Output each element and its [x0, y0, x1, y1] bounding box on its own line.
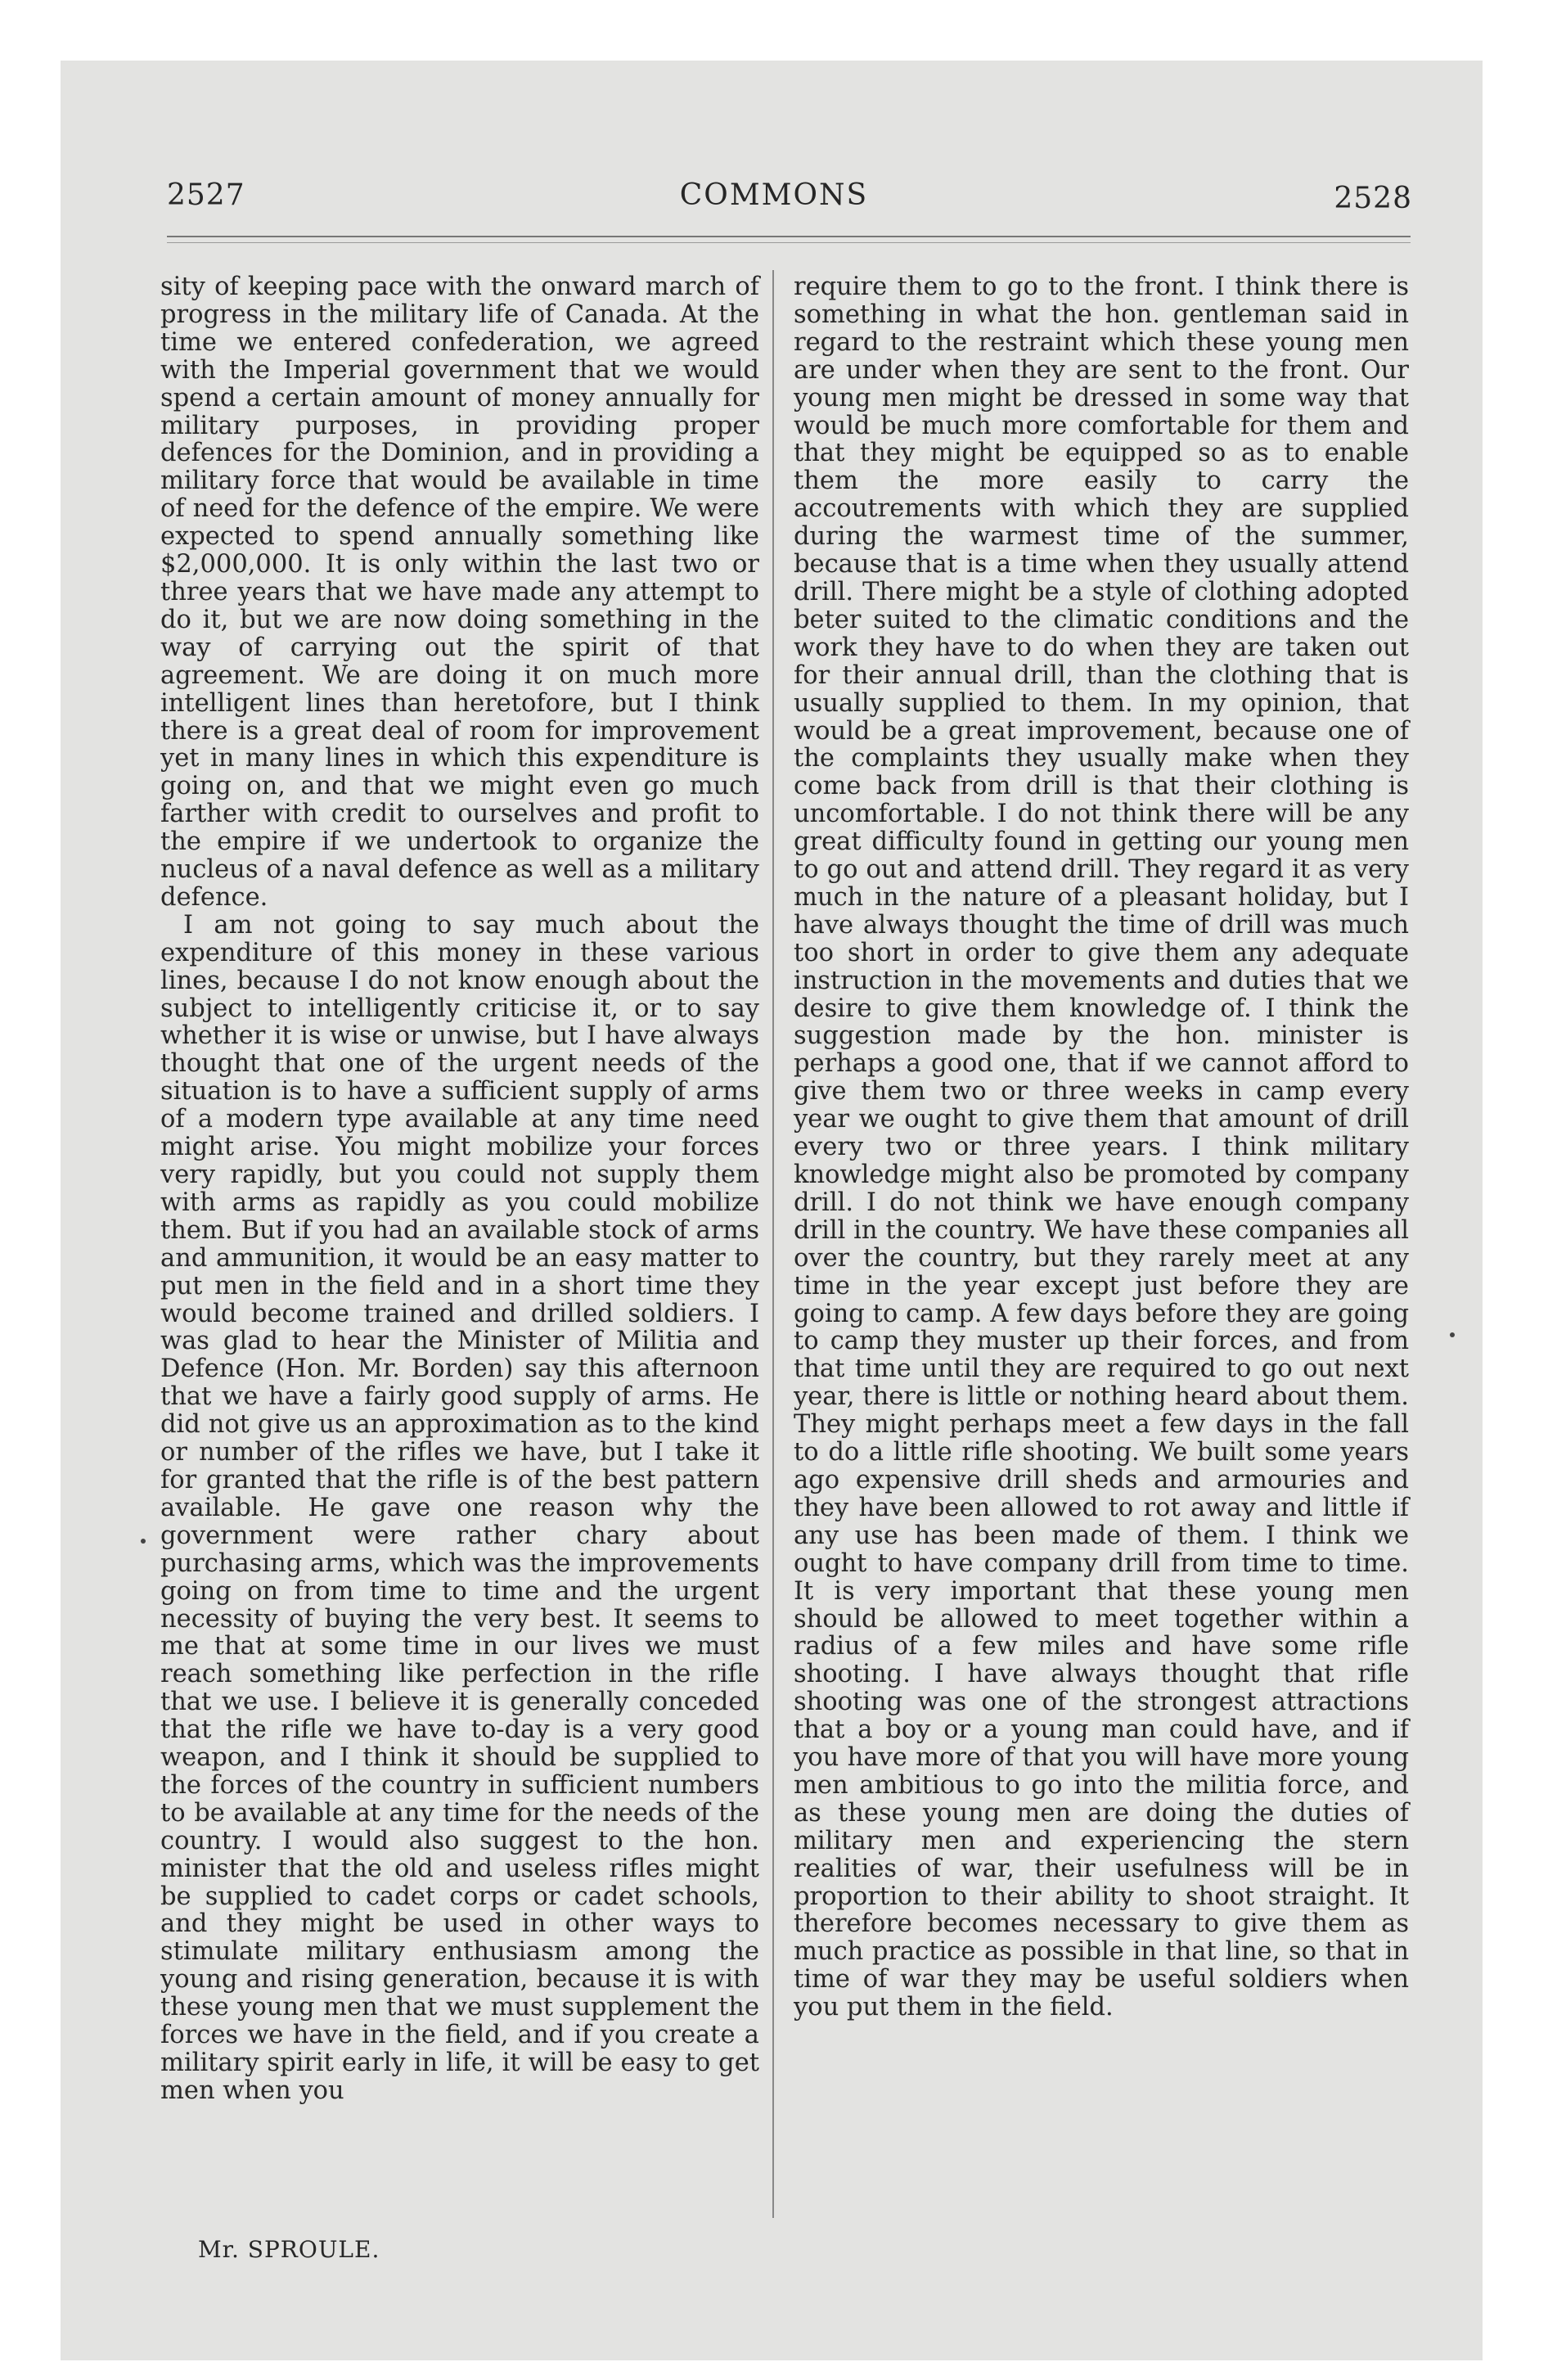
scan-speck	[141, 1539, 146, 1544]
speaker-name: Mr. SPROULE.	[198, 2236, 380, 2263]
left-page-number: 2527	[167, 178, 245, 212]
left-paragraph-2: I am not going to say much about the expenditure of this money in these various lines, because I do not know enough about the subject to intelligently criticise it, or to say whether it is wise or unwise, but I have always thought that one of the urgent needs of the situation is to have a sufficient supply of arms of a modern type available at any time need might arise. You might mobilize your forces very rapidly, but you could not supply them with arms as rapidly as you could mobilize them. But if you had an available stock of arms and ammunition, it would be an easy matter to put men in the field and in a short time they would become trained and drilled soldiers. I was glad to hear the Minister of Militia and Defence (Hon. Mr. Borden) say this afternoon that we have a fairly good supply of arms. He did not give us an approximation as to the kind or number of the rifles we have, but I take it for granted that the rifle is of the best pattern available. He gave one reason why the government were rather chary about purchasing arms, which was the improvements going on from time to time and the urgent necessity of buying the very best. It seems to me that at some time in our lives we must reach something like perfection in the rifle that we use. I believe it is generally conceded that the rifle we have to-day is a very good weapon, and I think it should be supplied to the forces of the country in sufficient numbers to be available at any time for the needs of the country. I would also suggest to the hon. minister that the old and useless rifles might be supplied to cadet corps or cadet schools, and they might be used in other ways to stimulate military enthusiasm among the young and rising generation, because it is with these young men that we must supplement the forces we have in the field, and if you create a military spirit early in life, it will be easy to get men when you	[160, 910, 759, 2105]
left-column	[160, 273, 759, 2105]
page-title: COMMONS	[679, 178, 869, 212]
header-rule	[167, 236, 1411, 237]
right-page-number: 2528	[1334, 182, 1412, 215]
right-column	[794, 273, 1409, 2022]
scan-speck	[1450, 1332, 1455, 1337]
right-paragraph-1: require them to go to the front. I think there is something in what the hon. gentleman said in regard to the restraint which these young men are under when they are sent to the front. Our young men might be dressed in some way that would be much more comfortable for them and that they might be equipped so as to enable them the more easily to carry the accoutrements with which they are supplied during the warmest time of the summer, because that is a time when they usually attend drill. There might be a style of clothing adopted beter suited to the climatic conditions and the work they have to do when they are taken out for their annual drill, than the clothing that is usually supplied to them. In my opinion, that would be a great improvement, because one of the complaints they usually make when they come back from drill is that their clothing is uncomfortable. I do not think there will be any great difficulty found in getting our young men to go out and attend drill. They regard it as very much in the nature of a pleasant holiday, but I have always thought the time of drill was much too short in order to give them any adequate instruction in the movements and duties that we desire to give them knowledge of. I think the suggestion made by the hon. minister is perhaps a good one, that if we cannot afford to give them two or three weeks in camp every year we ought to give them that amount of drill every two or three years. I think military knowledge might also be promoted by company drill. I do not think we have enough company drill in the country. We have these companies all over the country, but they rarely meet at any time in the year except just before they are going to camp. A few days before they are going to camp they muster up their forces, and from that time until they are required to go out next year, there is little or nothing heard about them. They might perhaps meet a few days in the fall to do a little rifle shooting. We built some years ago expensive drill sheds and armouries and they have been allowed to rot away and little if any use has been made of them. I think we ought to have company drill from time to time. It is very important that these young men should be allowed to meet together within a radius of a few miles and have some rifle shooting. I have always thought that rifle shooting was one of the strongest attractions that a boy or a young man could have, and if you have more of that you will have more young men ambitious to go into the militia force, and as these young men are doing the duties of military men and experiencing the stern realities of war, their usefulness will be in proportion to their ability to shoot straight. It therefore becomes necessary to give them as much practice as possible in that line, so that in time of war they may be useful soldiers when you put them in the field.	[794, 273, 1409, 2022]
header-rule-thin	[167, 242, 1411, 243]
left-paragraph-1: sity of keeping pace with the onward march of progress in the military life of Canada. At the time we entered confederation, we agreed with the Imperial government that we would spend a certain amount of money annually for military purposes, in providing proper defences for the Dominion, and in providing a military force that would be available in time of need for the defence of the empire. We were expected to spend annually something like $2,000,000. It is only within the last two or three years that we have made any attempt to do it, but we are now doing something in the way of carrying out the spirit of that agreement. We are doing it on much more intelligent lines than heretofore, but I think there is a great deal of room for improvement yet in many lines in which this expenditure is going on, and that we might even go much farther with credit to ourselves and profit to the empire if we undertook to organize the nucleus of a naval defence as well as a military defence.	[160, 273, 759, 912]
column-divider	[772, 270, 774, 2218]
page-header	[0, 178, 1548, 228]
